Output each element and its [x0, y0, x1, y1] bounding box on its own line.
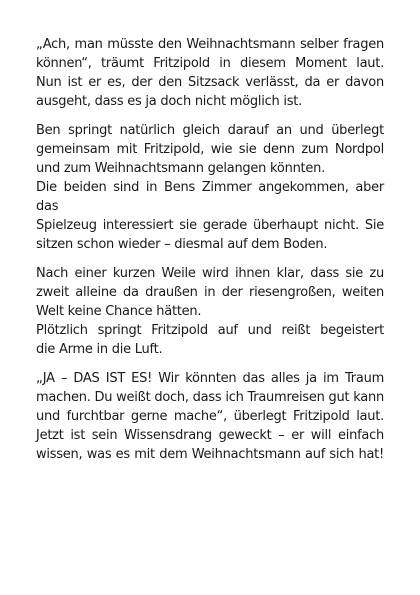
text-line: zweit alleine da draußen in der riesengroßen, weiten	[36, 285, 384, 300]
text-line: sitzen schon wieder – diesmal auf dem Boden.	[36, 237, 328, 252]
text-line: Welt keine Chance hätten.	[36, 304, 202, 319]
text-line: Spielzeug interessiert sie gerade überhaupt nicht. Sie	[36, 218, 384, 233]
story-text	[36, 35, 384, 474]
text-line: können“, träumt Fritzipold in diesem Moment laut.	[36, 56, 384, 71]
paragraph-1	[36, 35, 384, 111]
text-line: und zum Weihnachtsmann gelangen könnten.	[36, 161, 326, 176]
text-line: ausgeht, dass es ja doch nicht möglich ist.	[36, 94, 303, 109]
text-line: „JA – DAS IST ES! Wir könnten das alles ja im Traum	[36, 371, 384, 386]
paragraph-4	[36, 369, 384, 464]
text-line: die Arme in die Luft.	[36, 342, 163, 357]
text-line: Nach einer kurzen Weile wird ihnen klar, dass sie zu	[36, 266, 384, 281]
text-line: Die beiden sind in Bens Zimmer angekommen, aber das	[36, 180, 384, 214]
paragraph-2	[36, 121, 384, 254]
text-line: Jetzt ist sein Wissensdrang geweckt – er will einfach	[36, 428, 384, 443]
text-line: machen. Du weißt doch, dass ich Traumreisen gut kann	[36, 390, 384, 405]
text-line: Nun ist er es, der den Sitzsack verlässt, da er davon	[36, 75, 384, 90]
text-line: wissen, was es mit dem Weihnachtsmann auf sich hat!	[36, 447, 384, 462]
text-line: „Ach, man müsste den Weihnachtsmann selber fragen	[36, 37, 384, 52]
text-line: Ben springt natürlich gleich darauf an und überlegt	[36, 123, 384, 138]
text-line: gemeinsam mit Fritzipold, wie sie denn zum Nordpol	[36, 142, 384, 157]
paragraph-3	[36, 264, 384, 359]
text-line: Plötzlich springt Fritzipold auf und reißt begeistert	[36, 323, 384, 338]
text-line: und furchtbar gerne mache“, überlegt Fritzipold laut.	[36, 409, 384, 424]
